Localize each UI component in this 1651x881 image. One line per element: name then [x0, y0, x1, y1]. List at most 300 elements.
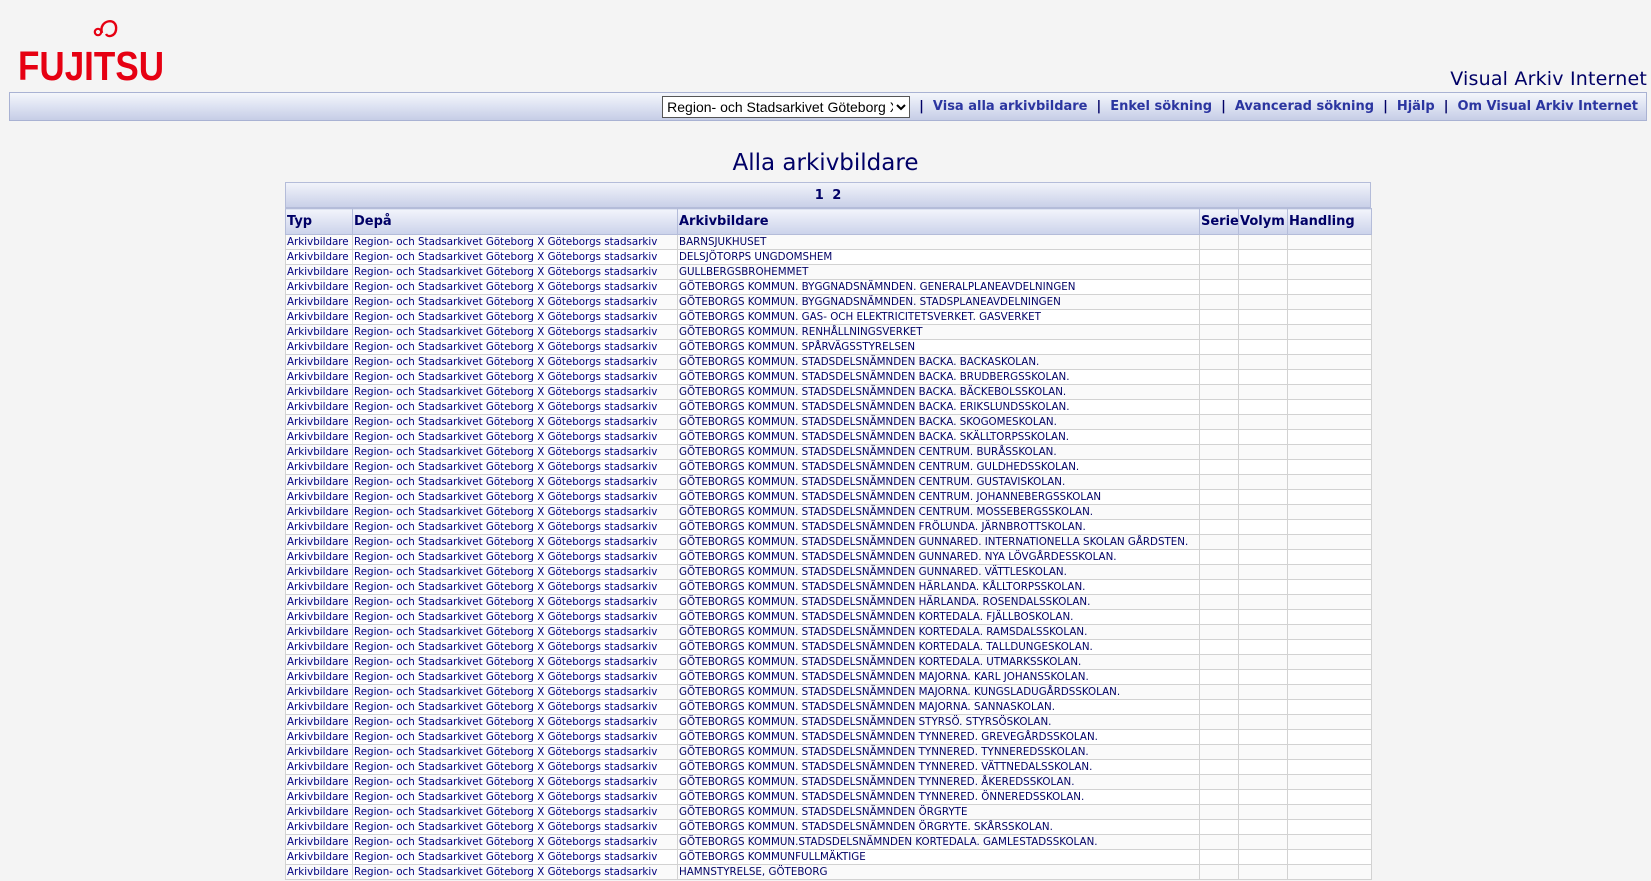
cell-depa-link[interactable]: Region- och Stadsarkivet Göteborg X Göteborgs stadsarkiv	[354, 716, 658, 728]
cell-handling	[1288, 730, 1372, 745]
cell-arkivbildare: GÖTEBORGS KOMMUN. STADSDELSNÄMNDEN ÖRGRYTE	[678, 805, 1200, 820]
column-header-serie: Serie	[1200, 209, 1239, 235]
nav-separator: |	[919, 99, 924, 114]
cell-depa-link[interactable]: Region- och Stadsarkivet Göteborg X Göteborgs stadsarkiv	[354, 791, 658, 803]
cell-typ	[286, 475, 353, 490]
cell-depa-link[interactable]: Region- och Stadsarkivet Göteborg X Göteborgs stadsarkiv	[354, 386, 658, 398]
cell-volym	[1239, 280, 1288, 295]
cell-serie	[1200, 685, 1239, 700]
cell-volym	[1239, 745, 1288, 760]
cell-depa-link[interactable]: Region- och Stadsarkivet Göteborg X Göteborgs stadsarkiv	[354, 311, 658, 323]
cell-handling	[1288, 580, 1372, 595]
cell-volym	[1239, 475, 1288, 490]
cell-volym	[1239, 430, 1288, 445]
cell-arkivbildare: GÖTEBORGS KOMMUN. STADSDELSNÄMNDEN ÖRGRYTE. SKÅRSSKOLAN.	[678, 820, 1200, 835]
cell-volym	[1239, 700, 1288, 715]
cell-typ-link[interactable]: Arkivbildare	[287, 716, 349, 728]
cell-handling	[1288, 565, 1372, 580]
cell-typ	[286, 745, 353, 760]
cell-handling	[1288, 595, 1372, 610]
cell-depa	[353, 490, 678, 505]
cell-handling	[1288, 310, 1372, 325]
table-row	[286, 400, 1372, 415]
cell-handling	[1288, 820, 1372, 835]
cell-depa-link[interactable]: Region- och Stadsarkivet Göteborg X Göteborgs stadsarkiv	[354, 296, 658, 308]
table-row	[286, 475, 1372, 490]
cell-typ	[286, 625, 353, 640]
cell-serie	[1200, 850, 1239, 865]
cell-typ-link[interactable]: Arkivbildare	[287, 386, 349, 398]
page-title: Alla arkivbildare	[732, 150, 919, 176]
table-row	[286, 700, 1372, 715]
cell-volym	[1239, 775, 1288, 790]
cell-depa-link[interactable]: Region- och Stadsarkivet Göteborg X Göteborgs stadsarkiv	[354, 491, 658, 503]
table-row	[286, 490, 1372, 505]
cell-handling	[1288, 700, 1372, 715]
table-row	[286, 775, 1372, 790]
cell-typ	[286, 505, 353, 520]
cell-typ	[286, 445, 353, 460]
cell-handling	[1288, 325, 1372, 340]
cell-depa	[353, 700, 678, 715]
cell-typ-link[interactable]: Arkivbildare	[287, 626, 349, 638]
cell-handling	[1288, 295, 1372, 310]
cell-depa	[353, 355, 678, 370]
cell-depa-link[interactable]: Region- och Stadsarkivet Göteborg X Göteborgs stadsarkiv	[354, 851, 658, 863]
table-row	[286, 280, 1372, 295]
nav-link-visa-alla[interactable]: Visa alla arkivbildare	[932, 99, 1088, 114]
cell-volym	[1239, 790, 1288, 805]
cell-serie	[1200, 505, 1239, 520]
cell-depa-link[interactable]: Region- och Stadsarkivet Göteborg X Göteborgs stadsarkiv	[354, 611, 658, 623]
cell-typ	[286, 715, 353, 730]
cell-typ-link[interactable]: Arkivbildare	[287, 551, 349, 563]
table-row	[286, 625, 1372, 640]
cell-depa	[353, 505, 678, 520]
cell-serie	[1200, 445, 1239, 460]
cell-volym	[1239, 295, 1288, 310]
table-row	[286, 595, 1372, 610]
cell-volym	[1239, 805, 1288, 820]
cell-typ-link[interactable]: Arkivbildare	[287, 401, 349, 413]
cell-depa-link[interactable]: Region- och Stadsarkivet Göteborg X Göteborgs stadsarkiv	[354, 506, 658, 518]
page-link-1[interactable]: 1	[814, 188, 824, 203]
cell-serie	[1200, 715, 1239, 730]
cell-volym	[1239, 340, 1288, 355]
cell-typ-link[interactable]: Arkivbildare	[287, 761, 349, 773]
cell-arkivbildare: GÖTEBORGS KOMMUN. STADSDELSNÄMNDEN HÄRLANDA. KÅLLTORPSSKOLAN.	[678, 580, 1200, 595]
cell-depa-link[interactable]: Region- och Stadsarkivet Göteborg X Göteborgs stadsarkiv	[354, 701, 658, 713]
nav-link-enkel-sokning[interactable]: Enkel sökning	[1110, 99, 1213, 114]
cell-serie	[1200, 235, 1239, 250]
table-row	[286, 370, 1372, 385]
cell-serie	[1200, 835, 1239, 850]
cell-typ-link[interactable]: Arkivbildare	[287, 731, 349, 743]
table-row	[286, 520, 1372, 535]
cell-depa-link[interactable]: Region- och Stadsarkivet Göteborg X Göteborgs stadsarkiv	[354, 266, 658, 278]
cell-typ-link[interactable]: Arkivbildare	[287, 776, 349, 788]
table-row	[286, 820, 1372, 835]
table-row	[286, 250, 1372, 265]
cell-serie	[1200, 490, 1239, 505]
page-link-2[interactable]: 2	[832, 188, 842, 203]
cell-handling	[1288, 715, 1372, 730]
cell-handling	[1288, 835, 1372, 850]
cell-arkivbildare: GÖTEBORGS KOMMUN. STADSDELSNÄMNDEN CENTRUM. JOHANNEBERGSSKOLAN	[678, 490, 1200, 505]
nav-link-avancerad-sokning[interactable]: Avancerad sökning	[1234, 99, 1375, 114]
cell-arkivbildare: GÖTEBORGS KOMMUN. STADSDELSNÄMNDEN TYNNERED. ÅKEREDSSKOLAN.	[678, 775, 1200, 790]
cell-depa-link[interactable]: Region- och Stadsarkivet Göteborg X Göteborgs stadsarkiv	[354, 596, 658, 608]
cell-typ-link[interactable]: Arkivbildare	[287, 341, 349, 353]
cell-depa	[353, 280, 678, 295]
cell-volym	[1239, 835, 1288, 850]
cell-handling	[1288, 850, 1372, 865]
cell-typ-link[interactable]: Arkivbildare	[287, 461, 349, 473]
cell-depa-link[interactable]: Region- och Stadsarkivet Göteborg X Göteborgs stadsarkiv	[354, 521, 658, 533]
archive-table	[285, 208, 1372, 880]
cell-depa	[353, 310, 678, 325]
cell-typ	[286, 280, 353, 295]
cell-depa	[353, 520, 678, 535]
cell-depa-link[interactable]: Region- och Stadsarkivet Göteborg X Göteborgs stadsarkiv	[354, 446, 658, 458]
cell-depa	[353, 595, 678, 610]
cell-handling	[1288, 415, 1372, 430]
cell-typ-link[interactable]: Arkivbildare	[287, 641, 349, 653]
cell-depa	[353, 430, 678, 445]
cell-typ-link[interactable]: Arkivbildare	[287, 686, 349, 698]
cell-typ-link[interactable]: Arkivbildare	[287, 311, 349, 323]
cell-handling	[1288, 460, 1372, 475]
cell-volym	[1239, 580, 1288, 595]
cell-depa	[353, 805, 678, 820]
cell-depa-link[interactable]: Region- och Stadsarkivet Göteborg X Göteborgs stadsarkiv	[354, 686, 658, 698]
cell-depa-link[interactable]: Region- och Stadsarkivet Göteborg X Göteborgs stadsarkiv	[354, 461, 658, 473]
cell-typ-link[interactable]: Arkivbildare	[287, 671, 349, 683]
cell-depa	[353, 415, 678, 430]
cell-handling	[1288, 640, 1372, 655]
column-header-depa: Depå	[353, 209, 678, 235]
cell-typ	[286, 520, 353, 535]
cell-serie	[1200, 535, 1239, 550]
cell-arkivbildare: HAMNSTYRELSE, GÖTEBORG	[678, 865, 1200, 880]
nav-link-hjalp[interactable]: Hjälp	[1396, 99, 1435, 114]
cell-depa-link[interactable]: Region- och Stadsarkivet Göteborg X Göteborgs stadsarkiv	[354, 626, 658, 638]
cell-arkivbildare: GÖTEBORGS KOMMUN. SPÅRVÄGSSTYRELSEN	[678, 340, 1200, 355]
cell-depa-link[interactable]: Region- och Stadsarkivet Göteborg X Göteborgs stadsarkiv	[354, 326, 658, 338]
cell-volym	[1239, 310, 1288, 325]
cell-typ-link[interactable]: Arkivbildare	[287, 701, 349, 713]
cell-depa-link[interactable]: Region- och Stadsarkivet Göteborg X Göteborgs stadsarkiv	[354, 641, 658, 653]
cell-typ	[286, 250, 353, 265]
cell-typ-link[interactable]: Arkivbildare	[287, 476, 349, 488]
cell-arkivbildare: GÖTEBORGS KOMMUN. STADSDELSNÄMNDEN BACKA. ERIKSLUNDSSKOLAN.	[678, 400, 1200, 415]
cell-depa	[353, 625, 678, 640]
cell-typ-link[interactable]: Arkivbildare	[287, 566, 349, 578]
cell-serie	[1200, 700, 1239, 715]
table-row	[286, 640, 1372, 655]
cell-serie	[1200, 325, 1239, 340]
cell-typ	[286, 325, 353, 340]
cell-typ	[286, 580, 353, 595]
cell-arkivbildare: GÖTEBORGS KOMMUN. STADSDELSNÄMNDEN FRÖLUNDA. JÄRNBROTTSKOLAN.	[678, 520, 1200, 535]
cell-handling	[1288, 265, 1372, 280]
cell-serie	[1200, 280, 1239, 295]
cell-arkivbildare: GÖTEBORGS KOMMUN. STADSDELSNÄMNDEN KORTEDALA. TALLDUNGESKOLAN.	[678, 640, 1200, 655]
cell-depa-link[interactable]: Region- och Stadsarkivet Göteborg X Göteborgs stadsarkiv	[354, 761, 658, 773]
cell-handling	[1288, 775, 1372, 790]
cell-depa-link[interactable]: Region- och Stadsarkivet Göteborg X Göteborgs stadsarkiv	[354, 476, 658, 488]
cell-depa-link[interactable]: Region- och Stadsarkivet Göteborg X Göteborgs stadsarkiv	[354, 536, 658, 548]
cell-depa-link[interactable]: Region- och Stadsarkivet Göteborg X Göteborgs stadsarkiv	[354, 566, 658, 578]
cell-handling	[1288, 805, 1372, 820]
table-row	[286, 685, 1372, 700]
cell-volym	[1239, 595, 1288, 610]
cell-depa-link[interactable]: Region- och Stadsarkivet Göteborg X Göteborgs stadsarkiv	[354, 581, 658, 593]
cell-typ-link[interactable]: Arkivbildare	[287, 281, 349, 293]
table-row	[286, 310, 1372, 325]
table-row	[286, 670, 1372, 685]
cell-handling	[1288, 475, 1372, 490]
cell-depa	[353, 640, 678, 655]
cell-arkivbildare: GÖTEBORGS KOMMUN. STADSDELSNÄMNDEN BACKA. BRUDBERGSSKOLAN.	[678, 370, 1200, 385]
cell-typ-link[interactable]: Arkivbildare	[287, 866, 349, 878]
table-row	[286, 505, 1372, 520]
cell-typ	[286, 400, 353, 415]
cell-depa-link[interactable]: Region- och Stadsarkivet Göteborg X Göteborgs stadsarkiv	[354, 671, 658, 683]
cell-serie	[1200, 340, 1239, 355]
cell-handling	[1288, 235, 1372, 250]
cell-arkivbildare: GÖTEBORGS KOMMUN. STADSDELSNÄMNDEN TYNNERED. VÄTTNEDALSSKOLAN.	[678, 760, 1200, 775]
cell-handling	[1288, 865, 1372, 880]
cell-depa	[353, 775, 678, 790]
cell-typ-link[interactable]: Arkivbildare	[287, 326, 349, 338]
cell-typ-link[interactable]: Arkivbildare	[287, 371, 349, 383]
cell-serie	[1200, 730, 1239, 745]
cell-typ	[286, 310, 353, 325]
cell-depa-link[interactable]: Region- och Stadsarkivet Göteborg X Göteborgs stadsarkiv	[354, 821, 658, 833]
cell-depa	[353, 790, 678, 805]
cell-serie	[1200, 640, 1239, 655]
cell-depa-link[interactable]: Region- och Stadsarkivet Göteborg X Göteborgs stadsarkiv	[354, 371, 658, 383]
cell-arkivbildare: GÖTEBORGS KOMMUN. STADSDELSNÄMNDEN CENTRUM. GUSTAVISKOLAN.	[678, 475, 1200, 490]
cell-depa	[353, 265, 678, 280]
cell-handling	[1288, 550, 1372, 565]
cell-typ-link[interactable]: Arkivbildare	[287, 506, 349, 518]
cell-typ	[286, 610, 353, 625]
cell-arkivbildare: GÖTEBORGS KOMMUN. STADSDELSNÄMNDEN KORTEDALA. FJÄLLBOSKOLAN.	[678, 610, 1200, 625]
cell-handling	[1288, 670, 1372, 685]
cell-depa	[353, 460, 678, 475]
cell-depa-link[interactable]: Region- och Stadsarkivet Göteborg X Göteborgs stadsarkiv	[354, 236, 658, 248]
cell-depa	[353, 730, 678, 745]
cell-typ	[286, 595, 353, 610]
cell-typ	[286, 565, 353, 580]
cell-typ	[286, 655, 353, 670]
cell-typ-link[interactable]: Arkivbildare	[287, 251, 349, 263]
cell-depa	[353, 820, 678, 835]
cell-typ-link[interactable]: Arkivbildare	[287, 611, 349, 623]
cell-typ-link[interactable]: Arkivbildare	[287, 416, 349, 428]
cell-handling	[1288, 340, 1372, 355]
cell-depa-link[interactable]: Region- och Stadsarkivet Göteborg X Göteborgs stadsarkiv	[354, 866, 658, 878]
table-row	[286, 385, 1372, 400]
table-row	[286, 460, 1372, 475]
cell-typ-link[interactable]: Arkivbildare	[287, 431, 349, 443]
column-header-typ: Typ	[286, 209, 353, 235]
cell-typ-link[interactable]: Arkivbildare	[287, 581, 349, 593]
cell-typ	[286, 850, 353, 865]
cell-typ-link[interactable]: Arkivbildare	[287, 236, 349, 248]
cell-depa	[353, 250, 678, 265]
table-row	[286, 850, 1372, 865]
table-row	[286, 445, 1372, 460]
cell-arkivbildare: GÖTEBORGS KOMMUN. STADSDELSNÄMNDEN STYRSÖ. STYRSÖSKOLAN.	[678, 715, 1200, 730]
cell-arkivbildare: GÖTEBORGS KOMMUN. STADSDELSNÄMNDEN GUNNARED. NYA LÖVGÅRDESSKOLAN.	[678, 550, 1200, 565]
archive-table-container	[285, 182, 1371, 880]
column-header-arkivbildare: Arkivbildare	[678, 209, 1200, 235]
cell-arkivbildare: GÖTEBORGS KOMMUN. STADSDELSNÄMNDEN KORTEDALA. RAMSDALSSKOLAN.	[678, 625, 1200, 640]
cell-volym	[1239, 250, 1288, 265]
cell-arkivbildare: BARNSJUKHUSET	[678, 235, 1200, 250]
cell-depa	[353, 340, 678, 355]
cell-depa	[353, 565, 678, 580]
cell-arkivbildare: GÖTEBORGS KOMMUN. BYGGNADSNÄMNDEN. STADSPLANEAVDELNINGEN	[678, 295, 1200, 310]
cell-serie	[1200, 820, 1239, 835]
repository-select[interactable]	[662, 96, 910, 118]
cell-typ-link[interactable]: Arkivbildare	[287, 821, 349, 833]
cell-depa-link[interactable]: Region- och Stadsarkivet Göteborg X Göteborgs stadsarkiv	[354, 776, 658, 788]
cell-depa	[353, 850, 678, 865]
cell-volym	[1239, 400, 1288, 415]
cell-depa-link[interactable]: Region- och Stadsarkivet Göteborg X Göteborgs stadsarkiv	[354, 836, 658, 848]
cell-arkivbildare: GÖTEBORGS KOMMUN. STADSDELSNÄMNDEN CENTRUM. MOSSEBERGSSKOLAN.	[678, 505, 1200, 520]
cell-arkivbildare: GÖTEBORGS KOMMUN. STADSDELSNÄMNDEN BACKA. SKÄLLTORPSSKOLAN.	[678, 430, 1200, 445]
cell-depa	[353, 550, 678, 565]
cell-typ-link[interactable]: Arkivbildare	[287, 851, 349, 863]
cell-typ-link[interactable]: Arkivbildare	[287, 266, 349, 278]
cell-depa-link[interactable]: Region- och Stadsarkivet Göteborg X Göteborgs stadsarkiv	[354, 356, 658, 368]
cell-typ-link[interactable]: Arkivbildare	[287, 296, 349, 308]
cell-serie	[1200, 610, 1239, 625]
nav-separator: |	[1383, 99, 1388, 114]
table-row	[286, 550, 1372, 565]
cell-depa-link[interactable]: Region- och Stadsarkivet Göteborg X Göteborgs stadsarkiv	[354, 416, 658, 428]
cell-depa	[353, 865, 678, 880]
cell-typ	[286, 370, 353, 385]
cell-typ-link[interactable]: Arkivbildare	[287, 746, 349, 758]
table-row	[286, 415, 1372, 430]
cell-typ	[286, 235, 353, 250]
cell-serie	[1200, 265, 1239, 280]
cell-volym	[1239, 325, 1288, 340]
nav-link-om[interactable]: Om Visual Arkiv Internet	[1457, 99, 1638, 114]
cell-handling	[1288, 280, 1372, 295]
cell-typ-link[interactable]: Arkivbildare	[287, 656, 349, 668]
cell-typ-link[interactable]: Arkivbildare	[287, 836, 349, 848]
cell-depa	[353, 715, 678, 730]
cell-handling	[1288, 430, 1372, 445]
cell-volym	[1239, 760, 1288, 775]
cell-handling	[1288, 445, 1372, 460]
cell-typ-link[interactable]: Arkivbildare	[287, 536, 349, 548]
cell-typ-link[interactable]: Arkivbildare	[287, 521, 349, 533]
table-row	[286, 745, 1372, 760]
cell-depa-link[interactable]: Region- och Stadsarkivet Göteborg X Göteborgs stadsarkiv	[354, 431, 658, 443]
cell-typ-link[interactable]: Arkivbildare	[287, 446, 349, 458]
cell-depa-link[interactable]: Region- och Stadsarkivet Göteborg X Göteborgs stadsarkiv	[354, 656, 658, 668]
cell-depa	[353, 685, 678, 700]
table-row	[286, 535, 1372, 550]
cell-depa	[353, 655, 678, 670]
cell-depa-link[interactable]: Region- och Stadsarkivet Göteborg X Göteborgs stadsarkiv	[354, 281, 658, 293]
cell-serie	[1200, 625, 1239, 640]
cell-volym	[1239, 730, 1288, 745]
cell-handling	[1288, 760, 1372, 775]
cell-arkivbildare: GÖTEBORGS KOMMUN. STADSDELSNÄMNDEN CENTRUM. GULDHEDSSKOLAN.	[678, 460, 1200, 475]
cell-volym	[1239, 520, 1288, 535]
nav-separator: |	[1221, 99, 1226, 114]
cell-volym	[1239, 415, 1288, 430]
cell-typ-link[interactable]: Arkivbildare	[287, 491, 349, 503]
cell-arkivbildare: GÖTEBORGS KOMMUN. STADSDELSNÄMNDEN GUNNARED. INTERNATIONELLA SKOLAN GÅRDSTEN.	[678, 535, 1200, 550]
cell-handling	[1288, 250, 1372, 265]
cell-depa-link[interactable]: Region- och Stadsarkivet Göteborg X Göteborgs stadsarkiv	[354, 746, 658, 758]
cell-serie	[1200, 865, 1239, 880]
cell-typ-link[interactable]: Arkivbildare	[287, 356, 349, 368]
cell-typ	[286, 835, 353, 850]
nav-bar	[9, 92, 1647, 121]
fujitsu-logo	[18, 18, 168, 92]
cell-handling	[1288, 490, 1372, 505]
cell-depa-link[interactable]: Region- och Stadsarkivet Göteborg X Göteborgs stadsarkiv	[354, 401, 658, 413]
table-row	[286, 580, 1372, 595]
cell-typ-link[interactable]: Arkivbildare	[287, 791, 349, 803]
cell-depa-link[interactable]: Region- och Stadsarkivet Göteborg X Göteborgs stadsarkiv	[354, 341, 658, 353]
cell-depa-link[interactable]: Region- och Stadsarkivet Göteborg X Göteborgs stadsarkiv	[354, 251, 658, 263]
cell-volym	[1239, 565, 1288, 580]
cell-depa-link[interactable]: Region- och Stadsarkivet Göteborg X Göteborgs stadsarkiv	[354, 731, 658, 743]
cell-depa-link[interactable]: Region- och Stadsarkivet Göteborg X Göteborgs stadsarkiv	[354, 551, 658, 563]
cell-volym	[1239, 850, 1288, 865]
cell-volym	[1239, 490, 1288, 505]
cell-arkivbildare: GÖTEBORGS KOMMUN. BYGGNADSNÄMNDEN. GENERALPLANEAVDELNINGEN	[678, 280, 1200, 295]
cell-depa	[353, 235, 678, 250]
cell-serie	[1200, 670, 1239, 685]
cell-volym	[1239, 535, 1288, 550]
cell-arkivbildare: GÖTEBORGS KOMMUN. STADSDELSNÄMNDEN TYNNERED. TYNNEREDSSKOLAN.	[678, 745, 1200, 760]
table-row	[286, 430, 1372, 445]
cell-depa	[353, 610, 678, 625]
cell-depa	[353, 760, 678, 775]
cell-serie	[1200, 805, 1239, 820]
cell-volym	[1239, 370, 1288, 385]
cell-typ-link[interactable]: Arkivbildare	[287, 806, 349, 818]
cell-volym	[1239, 265, 1288, 280]
cell-volym	[1239, 670, 1288, 685]
cell-typ	[286, 430, 353, 445]
cell-volym	[1239, 385, 1288, 400]
cell-handling	[1288, 610, 1372, 625]
cell-volym	[1239, 445, 1288, 460]
cell-handling	[1288, 685, 1372, 700]
cell-arkivbildare: GÖTEBORGS KOMMUN. STADSDELSNÄMNDEN MAJORNA. KARL JOHANSSKOLAN.	[678, 670, 1200, 685]
table-row	[286, 760, 1372, 775]
cell-typ-link[interactable]: Arkivbildare	[287, 596, 349, 608]
cell-handling	[1288, 400, 1372, 415]
cell-depa-link[interactable]: Region- och Stadsarkivet Göteborg X Göteborgs stadsarkiv	[354, 806, 658, 818]
table-row	[286, 730, 1372, 745]
cell-serie	[1200, 775, 1239, 790]
